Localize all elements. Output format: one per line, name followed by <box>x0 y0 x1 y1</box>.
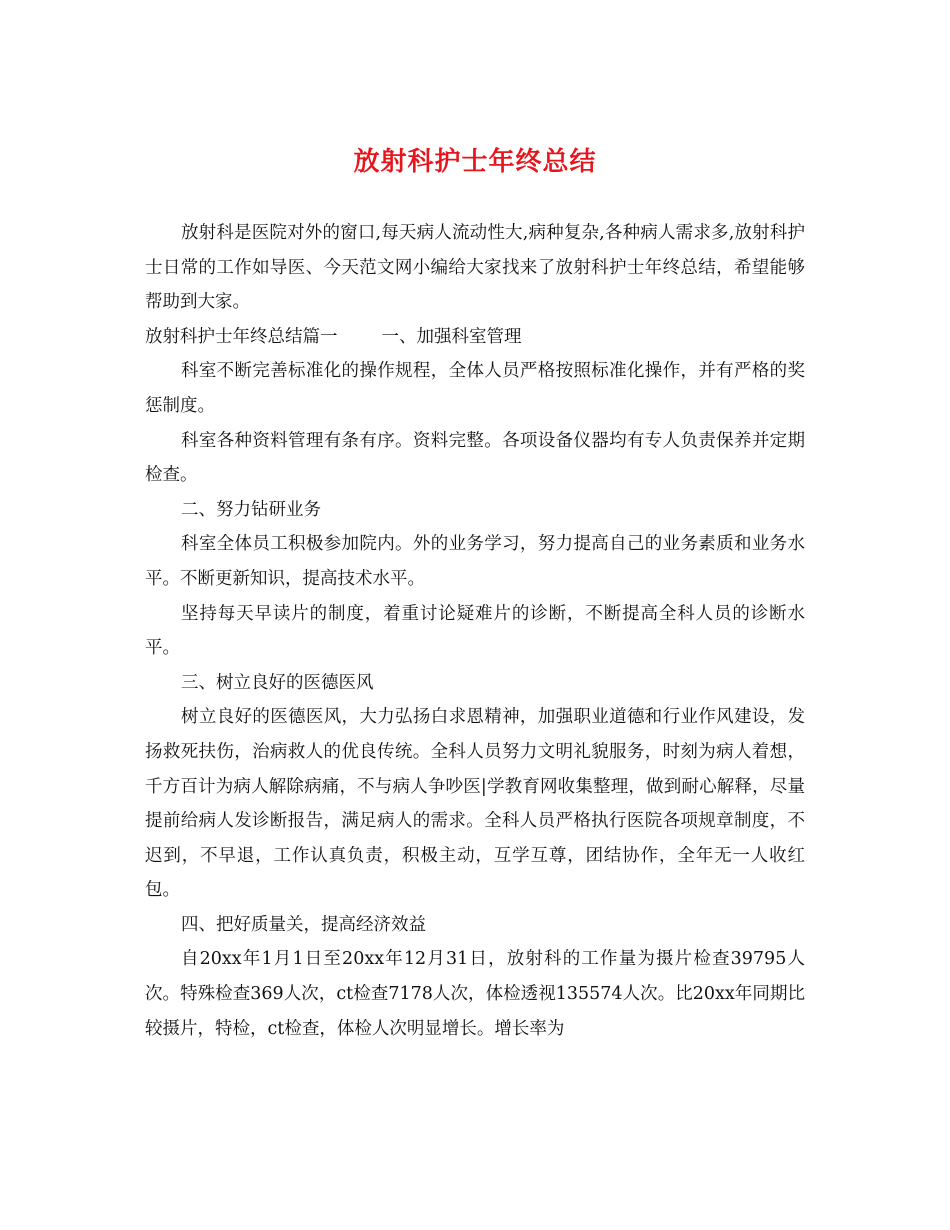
quality-paragraph: 自20xx年1月1日至20xx年12月31日，放射科的工作量为摄片检查39795人次。特殊检查369人次，ct检查7178人次，体检透视135574人次。比20xx年同期比较摄片，特检，ct检查，体检人次明显增长。增长率为 <box>145 949 805 1039</box>
section-one-line <box>145 320 805 355</box>
intro-paragraph: 放射科是医院对外的窗口,每天病人流动性大,病种复杂,各种病人需求多,放射科护士日常的工作如导医、今天范文网小编给大家找来了放射科护士年终总结，希望能够帮助到大家。 <box>145 223 805 313</box>
study-paragraph-1: 科室全体员工积极参加院内。外的业务学习，努力提高自己的业务素质和业务水平。不断更新知识，提高技术水平。 <box>145 534 805 589</box>
section-one-label: 放射科护士年终总结篇一 <box>145 326 338 347</box>
ethics-paragraph: 树立良好的医德医风，大力弘扬白求恩精神，加强职业道德和行业作风建设，发扬救死扶伤，治病救人的优良传统。全科人员努力文明礼貌服务，时刻为病人着想，千方百计为病人解除病痛，不与病人争吵医|学教育网收集整理，做到耐心解释，尽量提前给病人发诊断报告，满足病人的需求。全科人员严格执行医院各项规章制度，不迟到，不早退，工作认真负责，积极主动，互学互尊，团结协作，全年无一人收红包。 <box>145 707 805 901</box>
management-paragraph-1: 科室不断完善标准化的操作规程，全体人员严格按照标准化操作，并有严格的奖惩制度。 <box>145 361 805 416</box>
section-one-heading: 一、加强科室管理 <box>381 326 522 347</box>
section-three-heading: 三、树立良好的医德医风 <box>181 672 374 693</box>
study-paragraph-2: 坚持每天早读片的制度，着重讨论疑难片的诊断，不断提高全科人员的诊断水平。 <box>145 603 805 659</box>
section-two-heading: 二、努力钻研业务 <box>181 499 321 520</box>
document-title: 放射科护士年终总结 <box>353 147 597 177</box>
section-four-heading: 四、把好质量关，提高经济效益 <box>181 914 426 935</box>
management-paragraph-2: 科室各种资料管理有条有序。资料完整。各项设备仪器均有专人负责保养并定期检查。 <box>145 430 805 486</box>
document-body <box>145 216 805 1046</box>
